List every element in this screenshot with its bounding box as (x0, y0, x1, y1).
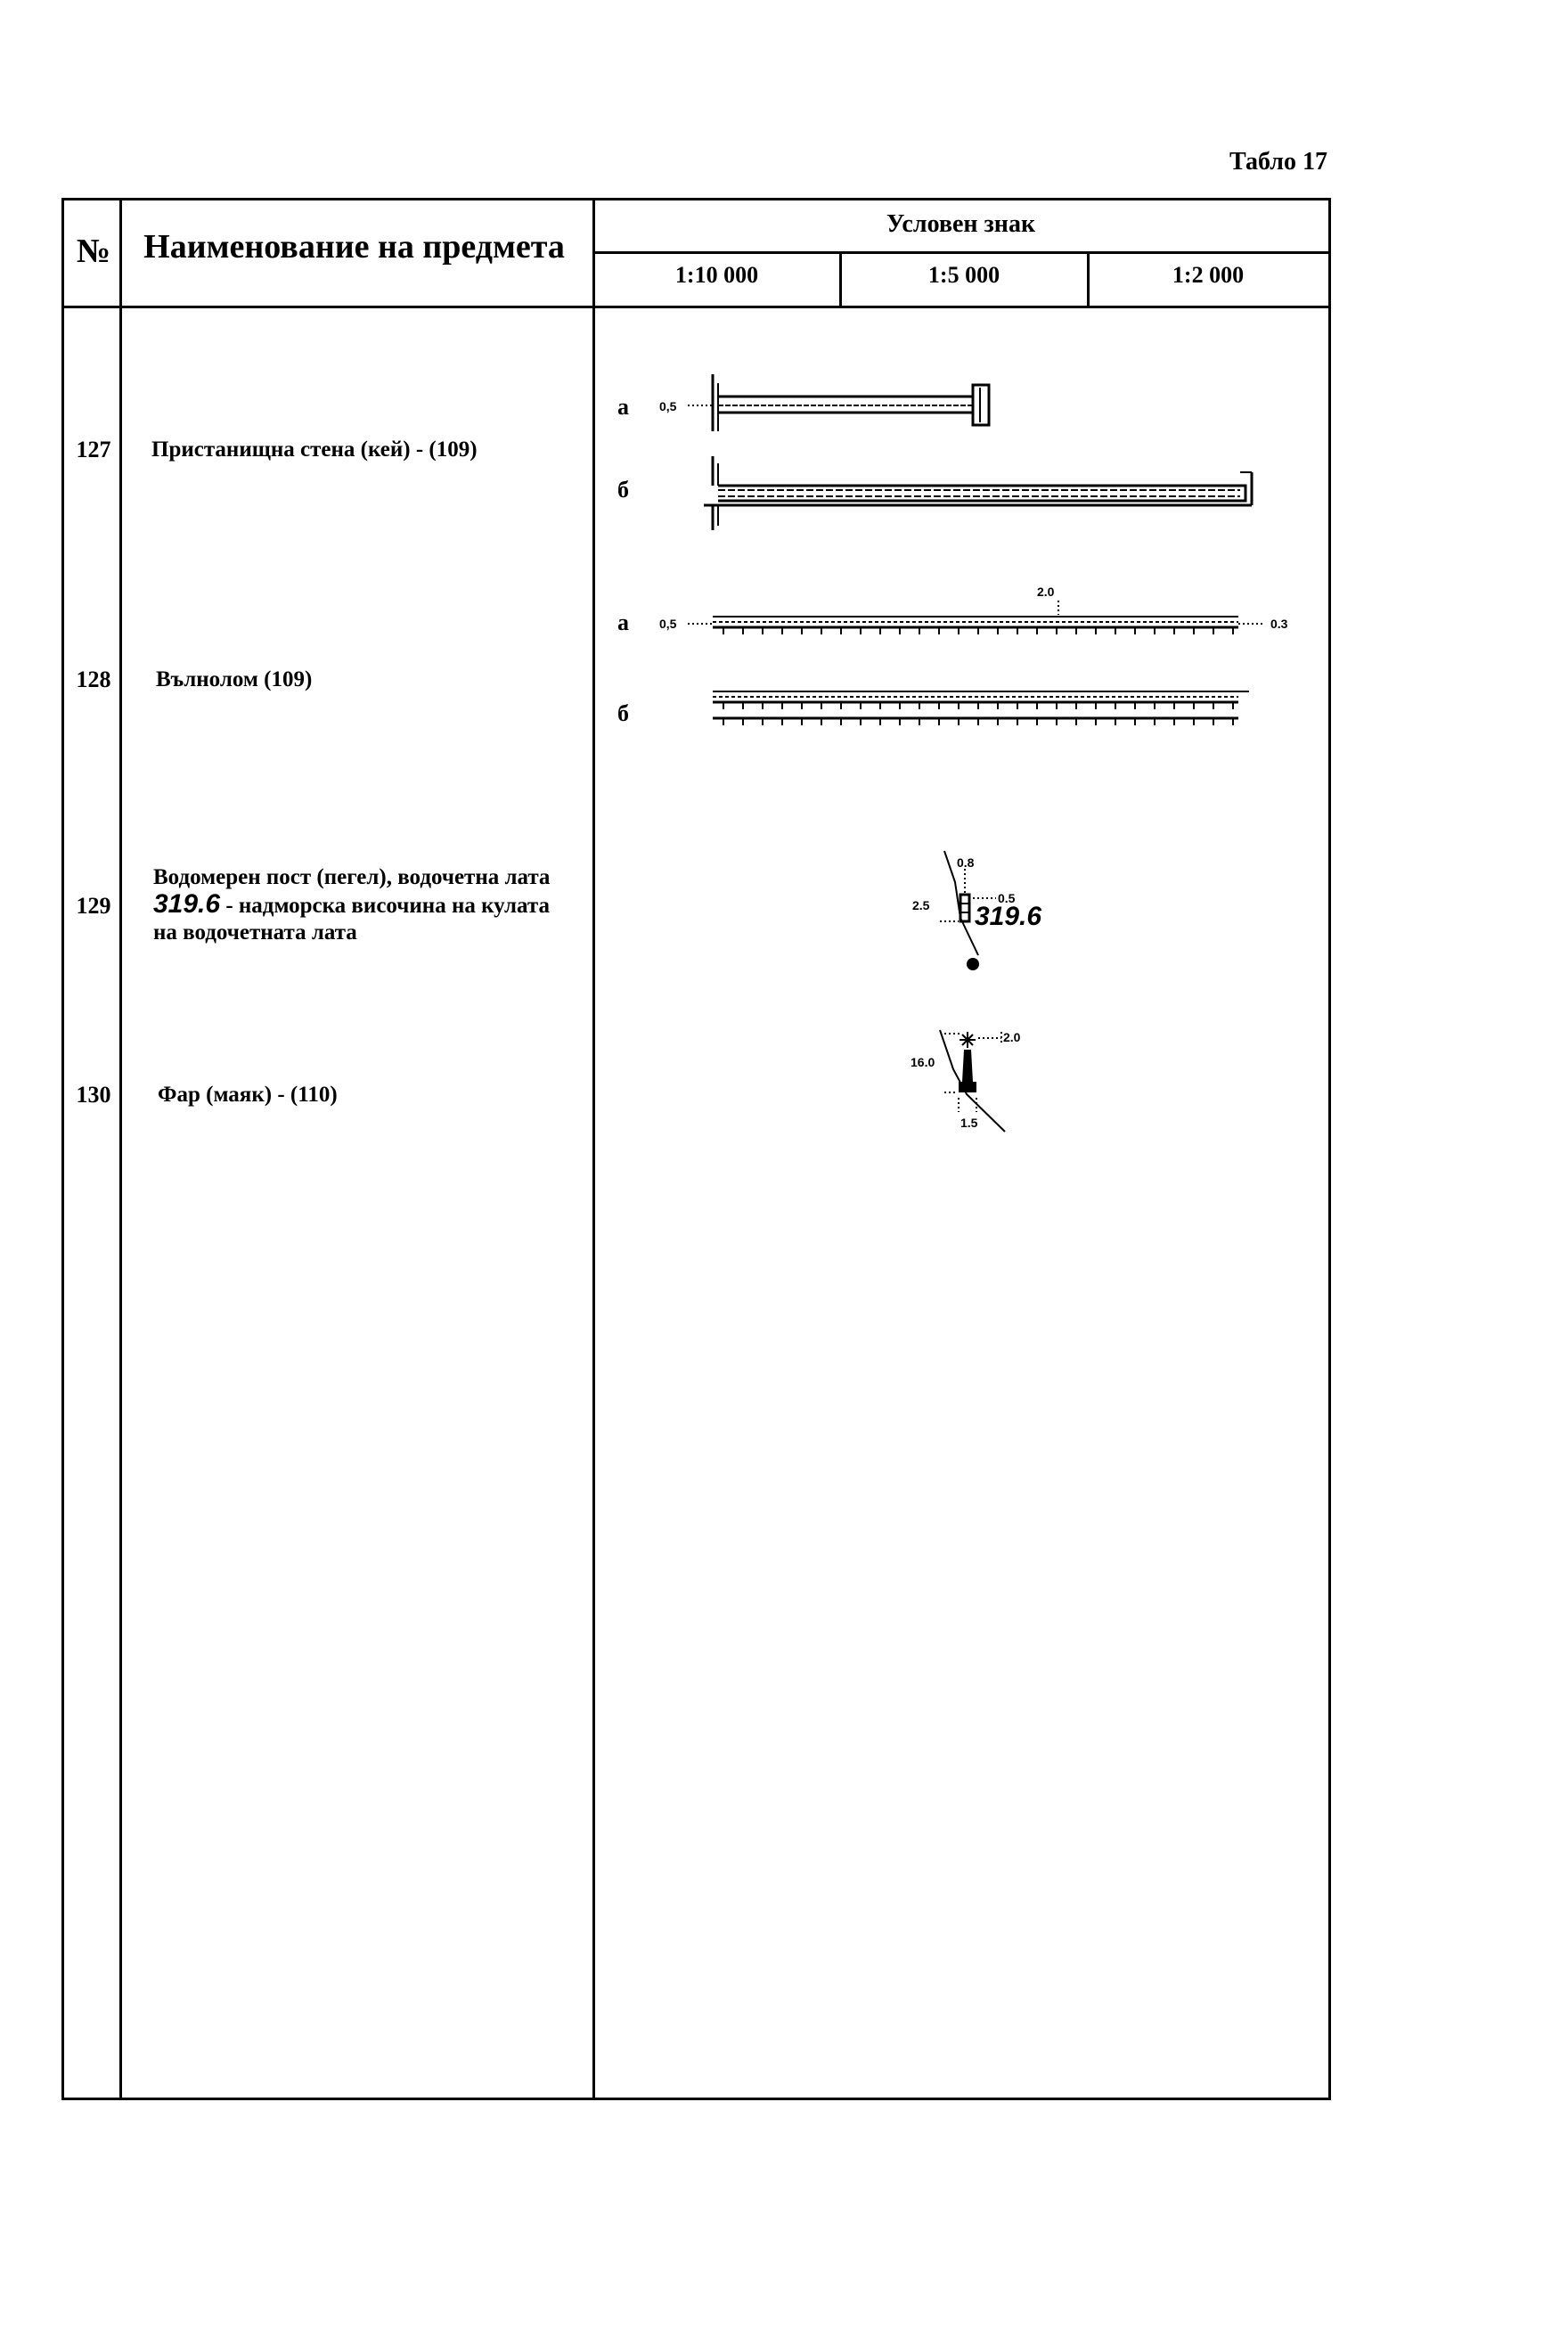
scale-1-5000: 1:5 000 (927, 262, 1000, 288)
row-name-line: на водочетната лата (153, 920, 357, 945)
row-number: 130 (76, 1082, 111, 1108)
dimension-label: 0.3 (1270, 617, 1288, 631)
dimension-label: 0,5 (659, 617, 677, 631)
variant-label: а (617, 609, 629, 635)
row-name-text: - надморска височина на кулата (220, 894, 550, 918)
dimension-label: 1.5 (960, 1116, 978, 1130)
dimension-label: 2.5 (912, 898, 930, 912)
elevation-label: 319.6 (975, 902, 1042, 931)
dimension-label: 16.0 (911, 1055, 935, 1069)
elevation-sample: 319.6 (153, 889, 221, 919)
variant-label: б (617, 700, 629, 726)
dimension-label: 0.5 (998, 891, 1016, 905)
header-sign: Условен знак (886, 210, 1036, 238)
variant-label: б (617, 477, 629, 503)
dimension-label: 2.0 (1003, 1030, 1021, 1044)
header-number: № (76, 233, 111, 270)
dimension-label: 0,5 (659, 399, 677, 413)
row-number: 128 (76, 667, 111, 692)
table-label: Табло 17 (1229, 148, 1327, 176)
dimension-label: 0.8 (957, 855, 975, 870)
row-name: Фар (маяк) - (110) (158, 1083, 338, 1107)
scale-1-2000: 1:2 000 (1172, 262, 1245, 288)
row-name: Пристанищна стена (кей) - (109) (151, 438, 478, 462)
row-name-line: Водомерен пост (пегел), водочетна лата (153, 865, 551, 889)
row-number: 127 (76, 437, 111, 462)
variant-label: а (617, 394, 629, 420)
row-number: 129 (76, 893, 111, 919)
dimension-label: 2.0 (1037, 585, 1055, 599)
header-name: Наименование на предмета (143, 228, 565, 266)
row-name: Вълнолом (109) (156, 667, 313, 691)
scale-1-10000: 1:10 000 (674, 262, 759, 288)
